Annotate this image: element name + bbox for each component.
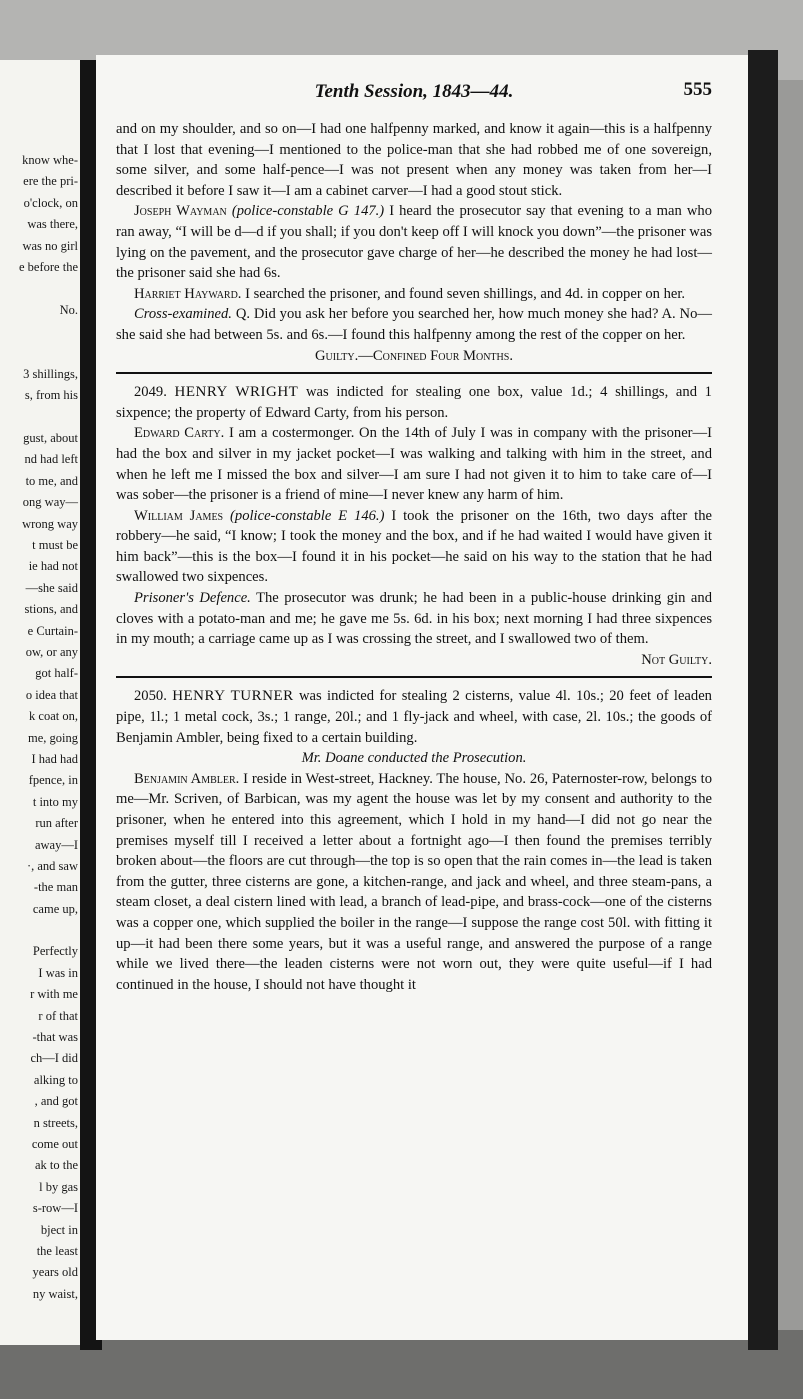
facing-page-line: r of that (38, 1008, 78, 1023)
testimony-wayman (116, 201, 712, 283)
facing-page-line: o'clock, on (23, 195, 78, 210)
facing-page-line (19, 278, 78, 299)
witness-name: Benjamin Ambler. (134, 770, 240, 787)
section-divider (116, 676, 712, 678)
witness-name: Harriet Hayward. (134, 285, 242, 302)
facing-page-line: e before the (19, 259, 78, 274)
facing-page-line: gust, about (23, 431, 78, 446)
facing-page-line: l by gas (39, 1179, 78, 1194)
testimony-text: I am a costermonger. On the 14th of July I was in company with the prisoner—I had the box and silver in my jacket pocket—I was walking and talking with him in the street, and when he left me I missed the box and silver—I am sure I had not given it to him to take care of—I was sober—the prisoner is a friend of mine—I never knew any harm of him. (116, 425, 712, 504)
page-body (116, 119, 712, 995)
cross-examination (116, 304, 712, 345)
facing-page-line: nd had left (24, 452, 78, 467)
facing-page-line: -that was (32, 1030, 78, 1045)
facing-page-line: was there, (27, 217, 78, 232)
facing-page-line: I was in (38, 965, 78, 980)
testimony-text: I heard the prosecutor say that evening to a man who ran away, “I will be d—d if you shall; if you don't keep off I will knock you down”—the prisoner was lying on the pavement, and the prosecutor gave charge of her—he described the money he had lost—the prisoner said she had 6s. (116, 203, 712, 282)
facing-page-line: ie had not (28, 559, 78, 574)
case-2050-title (116, 686, 712, 748)
facing-page-line: to me, and (25, 473, 78, 488)
facing-page-line (19, 920, 78, 941)
facing-page-line: s-row—I (32, 1201, 78, 1216)
facing-page-line: o idea that (25, 687, 78, 702)
verdict-2048: Guilty.—Confined Four Months. (315, 347, 513, 364)
facing-page-line: alking to (33, 1072, 78, 1087)
indictment-text: was indicted for stealing 2 cisterns, value 4l. 10s.; 20 feet of leaden pipe, 1l.; 1 metal cock, 3s.; 1 range, 20l.; and 1 fly-jack and wheel, with case, 2l. 10s.; the goods of Benjamin Ambler, being fixed to a certain building. (116, 688, 712, 746)
facing-page-line: ch—I did (30, 1051, 78, 1066)
facing-page-line: ny waist, (32, 1286, 78, 1301)
facing-page-line: run after (35, 816, 78, 831)
facing-page-line: ong way— (22, 495, 78, 510)
facing-page-line (19, 407, 78, 428)
page-number: 555 (683, 79, 712, 100)
page-header (116, 77, 712, 119)
facing-page-line: got half- (35, 666, 78, 681)
facing-page-line: 3 shillings, (23, 366, 78, 381)
prisoner-defence (116, 588, 712, 650)
facing-page-line (19, 321, 78, 342)
defendant-name: HENRY WRIGHT (174, 384, 299, 401)
facing-page-left (0, 60, 84, 1345)
witness-name: William James (134, 507, 224, 524)
facing-page-line: was no girl (22, 238, 78, 253)
facing-page-line: -the man (33, 880, 78, 895)
facing-page-line: fpence, in (28, 773, 78, 788)
witness-role: (police-constable E 146.) (230, 507, 385, 524)
verdict-2049: Not Guilty. (641, 651, 712, 668)
facing-page-line: t into my (32, 794, 78, 809)
facing-page-line: years old (32, 1265, 78, 1280)
facing-page-line: s, from his (24, 388, 78, 403)
facing-page-line: r with me (30, 987, 78, 1002)
indictment-text: was indicted for stealing one box, value 1d.; 4 shillings, and 1 sixpence; the property of Edward Carty, from his person. (116, 384, 712, 421)
facing-page-line: know whe- (22, 153, 78, 167)
facing-page-line: away—I (34, 837, 78, 852)
document-page (96, 55, 748, 1340)
testimony-text: I took the prisoner on the 16th, two days after the robbery—he said, “I know; I took the money and the box, and if he had waited I would have given it him back”—this is the box—I found it in his pocket—he said on his way to the station that he had swallowed two sixpences. (116, 507, 712, 586)
facing-page-line: Perfectly (32, 944, 78, 959)
facing-page-line: come out (31, 1136, 78, 1151)
case-number: 2050. (134, 688, 167, 705)
section-divider (116, 372, 712, 374)
facing-page-line: e Curtain- (27, 623, 78, 638)
case-number: 2049. (134, 384, 167, 401)
case-2048-continuation: and on my shoulder, and so on—I had one halfpenny marked, and know it again—this is a halfpenny that I lost that evening—I mentioned to the police-man that she had robbed me of one sovereign, some silver, and some half-pence—I was not present when any money was taken from her—I described it before I saw it—I am a cabinet carver—I had a good stout stick. (116, 121, 712, 199)
facing-page-line: stions, and (24, 602, 78, 617)
facing-page-line: —she said (25, 580, 78, 595)
testimony-hayward (116, 284, 712, 305)
testimony-james (116, 506, 712, 588)
defendant-name: HENRY TURNER (172, 688, 294, 705)
facing-page-line: ·, and saw (26, 858, 78, 873)
witness-role: (police-constable G 147.) (231, 203, 385, 220)
defence-label: Prisoner's Defence. (134, 590, 251, 607)
facing-page-line: me, going (28, 730, 78, 745)
testimony-carty (116, 423, 712, 505)
case-2049-title (116, 382, 712, 423)
prosecution-note-text: Mr. Doane conducted the Prosecution. (301, 750, 527, 767)
witness-name: Edward Carty. (134, 425, 225, 442)
facing-page-line: , and got (34, 1094, 78, 1109)
facing-page-line: wrong way (22, 516, 78, 531)
facing-page-text (19, 150, 78, 1305)
facing-page-line: ow, or any (25, 644, 78, 659)
facing-page-line: ere the pri- (23, 174, 78, 189)
cross-examination-text: Q. Did you ask her before you searched her, how much money she had? A. No—she said she had between 5s. and 6s.—I found this halfpenny among the rest of the copper on her. (116, 306, 712, 343)
facing-page-line: came up, (32, 901, 78, 916)
testimony-text: I reside in West-street, Hackney. The house, No. 26, Paternoster-row, belongs to me—Mr. Scriven, of Barbican, was my agent the house was let by my consent and authority to the prisoner, when he entered into this agreement, which I hold in my hand—I did not go near the premises myself till I received a letter about a fortnight ago—I then found the premises terribly broken about—the floors are cut through—the top is so open that the rain comes in—the lead is taken from the gutter, three cisterns are gone, a kitchen-range, and jack and wheel, and three steam-pans, a steam closet, a deal cistern lined with lead, a branch of lead-pipe, and brass-cock—one of the cisterns was a copper one, which supplied the boiler in the range—I suppose the range cost 50l. with fitting it up—it had been there some years, but it was a useful range, and answered the purpose of a range while we lived there—the leaden cisterns were not worn out, they were quite useful—if I had continued in the house, I should not have thought it (116, 770, 712, 993)
scan-backdrop-bottom (0, 1330, 803, 1399)
scan-right-edge (748, 50, 778, 1350)
facing-page-line: the least (36, 1243, 78, 1258)
facing-page-line: ak to the (34, 1158, 78, 1173)
facing-page-line: No. (59, 302, 78, 317)
running-head: Tenth Session, 1843—44. (314, 81, 514, 102)
facing-page-line: n streets, (33, 1115, 78, 1130)
cross-examined-label: Cross-examined. (134, 306, 232, 323)
facing-page-line: k coat on, (29, 709, 78, 724)
defence-text: The prosecutor was drunk; he had been in a public-house drinking gin and cloves with a potato-man and me; he gave me 5s. 6d. in his box; next morning I had three sixpences in my mouth; a carriage came up as I was crossing the street, and I swallowed two of them. (116, 590, 712, 648)
prosecution-note (116, 748, 712, 769)
facing-page-line (19, 343, 78, 364)
testimony-text: I searched the prisoner, and found seven shillings, and 4d. in copper on her. (245, 285, 686, 302)
testimony-ambler (116, 769, 712, 996)
facing-page-line: t must be (32, 538, 78, 553)
facing-page-line: bject in (40, 1222, 78, 1237)
facing-page-line: I had had (31, 751, 78, 766)
witness-name: Joseph Wayman (134, 203, 227, 220)
